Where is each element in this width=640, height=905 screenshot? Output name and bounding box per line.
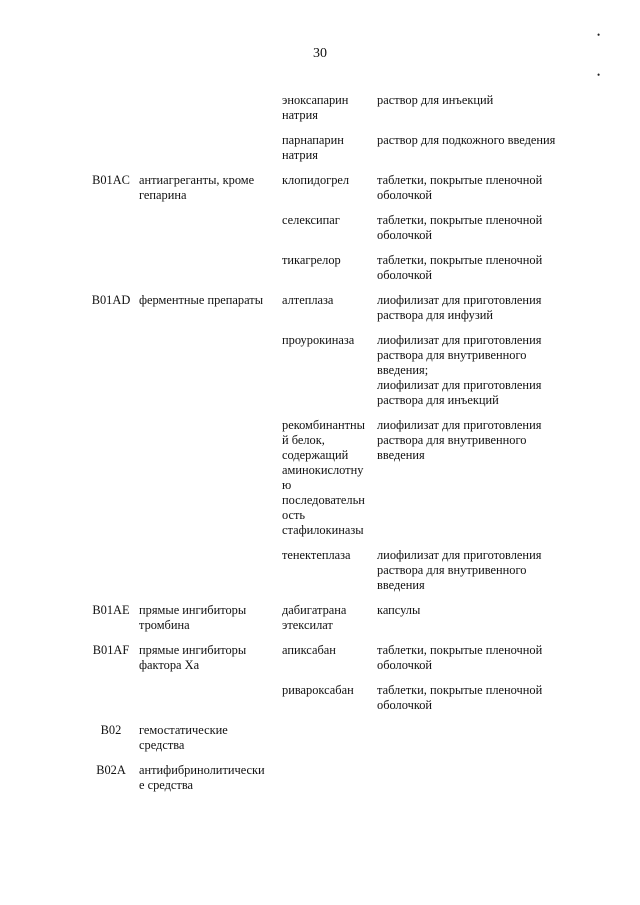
table-row	[85, 133, 575, 163]
drug-group: гемостатические средства	[139, 723, 228, 752]
table-row	[85, 683, 575, 713]
dosage-form: лиофилизат для приготовления раствора для внутривенного введения	[377, 418, 542, 462]
table-row	[85, 253, 575, 283]
atc-code: B01AE	[92, 603, 130, 617]
scan-mark: •	[597, 30, 601, 40]
dosage-form: таблетки, покрытые пленочной оболочкой	[377, 173, 543, 202]
dosage-form: лиофилизат для приготовления раствора для инфузий	[377, 293, 542, 322]
dosage-form: таблетки, покрытые пленочной оболочкой	[377, 683, 543, 712]
table-row	[85, 723, 575, 753]
drug-name: тикагрелор	[282, 253, 341, 267]
drug-name: тенектеплаза	[282, 548, 351, 562]
drug-name: эноксапарин натрия	[282, 93, 349, 122]
table-row	[85, 93, 575, 123]
drug-name: ривароксабан	[282, 683, 354, 697]
dosage-form: капсулы	[377, 603, 421, 617]
dosage-form: таблетки, покрытые пленочной оболочкой	[377, 213, 543, 242]
drug-name: рекомбинантны й белок, содержащий аминокислотну ю последовательн ость стафилокиназы	[282, 418, 365, 537]
drug-group: прямые ингибиторы тромбина	[139, 603, 247, 632]
drug-table	[85, 93, 575, 803]
table-row	[85, 418, 575, 538]
dosage-form: лиофилизат для приготовления раствора для внутривенного введения	[377, 548, 542, 592]
atc-code: B02A	[96, 763, 126, 777]
drug-name: парнапарин натрия	[282, 133, 344, 162]
atc-code: B02	[100, 723, 122, 737]
table-row	[85, 213, 575, 243]
drug-group: прямые ингибиторы фактора Ха	[139, 643, 247, 672]
table-row	[85, 763, 575, 793]
drug-name: апиксабан	[282, 643, 336, 657]
table-row	[85, 173, 575, 203]
page-number: 30	[313, 46, 327, 61]
dosage-form: раствор для подкожного введения	[377, 133, 556, 147]
drug-name: селексипаг	[282, 213, 340, 227]
drug-group: ферментные препараты	[139, 293, 264, 307]
dosage-form: таблетки, покрытые пленочной оболочкой	[377, 253, 543, 282]
atc-code: B01AD	[91, 293, 131, 307]
table-row	[85, 603, 575, 633]
dosage-form: лиофилизат для приготовления раствора для внутривенного введения; лиофилизат для приготовления раствора для инъекций	[377, 333, 542, 407]
table-row	[85, 293, 575, 323]
drug-name: проурокиназа	[282, 333, 355, 347]
drug-name: алтеплаза	[282, 293, 334, 307]
drug-name: клопидогрел	[282, 173, 350, 187]
dosage-form: раствор для инъекций	[377, 93, 494, 107]
table-row	[85, 643, 575, 673]
drug-group: антиагреганты, кроме гепарина	[139, 173, 255, 202]
scan-mark: •	[597, 70, 601, 80]
atc-code: B01AC	[92, 173, 130, 187]
atc-code: B01AF	[92, 643, 130, 657]
drug-name: дабигатрана этексилат	[282, 603, 347, 632]
table-row	[85, 548, 575, 593]
table-row	[85, 333, 575, 408]
drug-group: антифибринолитически е средства	[139, 763, 265, 792]
dosage-form: таблетки, покрытые пленочной оболочкой	[377, 643, 543, 672]
